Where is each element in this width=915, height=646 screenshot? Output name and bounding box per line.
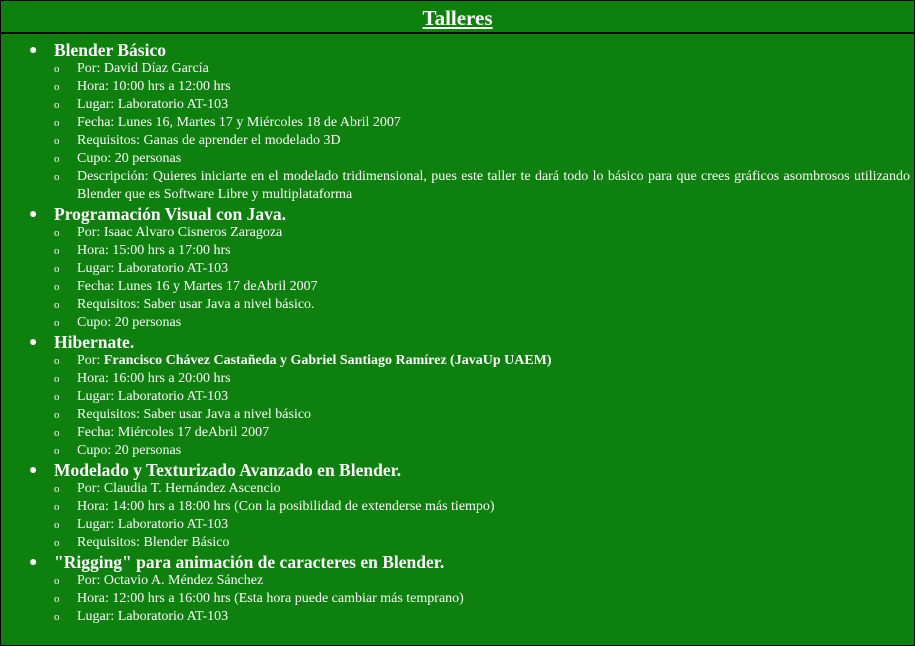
detail-lugar (29, 608, 910, 626)
detail-text: Por: Claudia T. Hernández Ascencio (77, 481, 281, 496)
detail-text: Hora: 12:00 hrs a 16:00 hrs (Esta hora puede cambiar más temprano) (77, 591, 464, 606)
sub-bullet-icon: o (54, 537, 60, 549)
sub-bullet-icon: o (54, 317, 60, 329)
detail-cupo (29, 442, 910, 460)
workshop-hibernate (29, 332, 910, 460)
sub-bullet-icon: o (54, 227, 60, 239)
sub-bullet-icon: o (54, 575, 60, 587)
detail-text: Cupo: 20 personas (77, 315, 182, 330)
workshop-name: Programación Visual con Java. (54, 204, 287, 224)
detail-text: Lugar: Laboratorio AT-103 (77, 517, 229, 532)
detail-fecha (29, 114, 910, 132)
detail-text: Requisitos: Saber usar Java a nivel básico (77, 407, 312, 422)
workshop-heading (29, 460, 910, 480)
sub-bullet-icon: o (54, 263, 60, 275)
bullet-icon: ● (29, 207, 38, 222)
detail-fecha (29, 424, 910, 442)
detail-hora (29, 370, 910, 388)
detail-text: Por: Octavio A. Méndez Sánchez (77, 573, 264, 588)
detail-text: Por: David Díaz García (77, 61, 209, 76)
sub-bullet-icon: o (54, 501, 60, 513)
sub-bullet-icon: o (54, 391, 60, 403)
detail-text: Requisitos: Blender Básico (77, 535, 230, 550)
detail-text: Fecha: Miércoles 17 deAbril 2007 (77, 425, 270, 440)
detail-requisitos (29, 132, 910, 150)
workshop-heading (29, 552, 910, 572)
detail-text: Hora: 14:00 hrs a 18:00 hrs (Con la posibilidad de extenderse más tiempo) (77, 499, 495, 514)
detail-por (29, 60, 910, 78)
sub-bullet-icon: o (54, 299, 60, 311)
sub-bullet-icon: o (54, 445, 60, 457)
detail-hora (29, 242, 910, 260)
detail-prefix: Por: (77, 353, 104, 368)
sub-bullet-icon: o (54, 135, 60, 147)
detail-text: Hora: 16:00 hrs a 20:00 hrs (77, 371, 231, 386)
workshop-heading (29, 40, 910, 60)
detail-descripcion (29, 168, 910, 204)
workshop-blender-basico (29, 40, 910, 204)
detail-por (29, 352, 910, 370)
sub-bullet-icon: o (54, 427, 60, 439)
sub-bullet-icon: o (54, 593, 60, 605)
sub-bullet-icon: o (54, 409, 60, 421)
detail-lugar (29, 96, 910, 114)
detail-text: Lugar: Laboratorio AT-103 (77, 97, 229, 112)
detail-hora (29, 498, 910, 516)
workshop-programacion-visual-java (29, 204, 910, 332)
detail-text: Hora: 10:00 hrs a 12:00 hrs (77, 79, 231, 94)
detail-text: Lugar: Laboratorio AT-103 (77, 609, 229, 624)
sub-bullet-icon: o (54, 483, 60, 495)
sub-bullet-icon: o (54, 153, 60, 165)
bullet-icon: ● (29, 555, 38, 570)
detail-text: Lugar: Laboratorio AT-103 (77, 389, 229, 404)
detail-text: Fecha: Lunes 16, Martes 17 y Miércoles 18 de Abril 2007 (77, 115, 401, 130)
detail-text: Requisitos: Ganas de aprender el modelado 3D (77, 133, 341, 148)
detail-requisitos (29, 534, 910, 552)
detail-por (29, 224, 910, 242)
sub-bullet-icon: o (54, 99, 60, 111)
detail-hora (29, 78, 910, 96)
detail-por (29, 572, 910, 590)
detail-fecha (29, 278, 910, 296)
detail-cupo (29, 314, 910, 332)
sub-bullet-icon: o (54, 117, 60, 129)
workshop-modelado-texturizado (29, 460, 910, 552)
detail-cupo (29, 150, 910, 168)
sub-bullet-icon: o (54, 611, 60, 623)
workshop-heading (29, 204, 910, 224)
sub-bullet-icon: o (54, 373, 60, 385)
detail-lugar (29, 516, 910, 534)
workshop-name: Modelado y Texturizado Avanzado en Blender. (54, 460, 402, 480)
detail-text: Cupo: 20 personas (77, 443, 182, 458)
sub-bullet-icon: o (54, 63, 60, 75)
detail-text: Lugar: Laboratorio AT-103 (77, 261, 229, 276)
bullet-icon: ● (29, 463, 38, 478)
detail-lugar (29, 260, 910, 278)
title-row (1, 1, 914, 34)
detail-instructors: Francisco Chávez Castañeda y Gabriel Santiago Ramírez (JavaUp UAEM) (103, 353, 552, 368)
detail-requisitos (29, 296, 910, 314)
detail-text: Hora: 15:00 hrs a 17:00 hrs (77, 243, 231, 258)
detail-text: Por: Isaac Alvaro Cisneros Zaragoza (77, 225, 283, 240)
detail-text: Requisitos: Saber usar Java a nivel básico. (77, 297, 315, 312)
workshop-list (1, 34, 914, 626)
sub-bullet-icon: o (54, 81, 60, 93)
detail-requisitos (29, 406, 910, 424)
page-title: Talleres (422, 6, 493, 30)
workshop-name: "Rigging" para animación de caracteres en Blender. (54, 552, 445, 572)
sub-bullet-icon: o (54, 355, 60, 367)
sub-bullet-icon: o (54, 519, 60, 531)
sub-bullet-icon: o (54, 245, 60, 257)
detail-lugar (29, 388, 910, 406)
sub-bullet-icon: o (54, 171, 60, 183)
workshop-rigging-blender (29, 552, 910, 626)
bullet-icon: ● (29, 335, 38, 350)
detail-text: Cupo: 20 personas (77, 151, 182, 166)
workshop-name: Blender Básico (54, 40, 166, 60)
detail-text: Descripción: Quieres iniciarte en el modelado tridimensional, pues este taller te dará todo lo básico para que crees gráficos asombrosos utilizando Blender que es Software Libre y multiplataforma (77, 169, 910, 202)
detail-text: Fecha: Lunes 16 y Martes 17 deAbril 2007 (77, 279, 318, 294)
workshop-heading (29, 332, 910, 352)
bullet-icon: ● (29, 43, 38, 58)
detail-por (29, 480, 910, 498)
detail-hora (29, 590, 910, 608)
workshop-name: Hibernate. (54, 332, 135, 352)
sub-bullet-icon: o (54, 281, 60, 293)
